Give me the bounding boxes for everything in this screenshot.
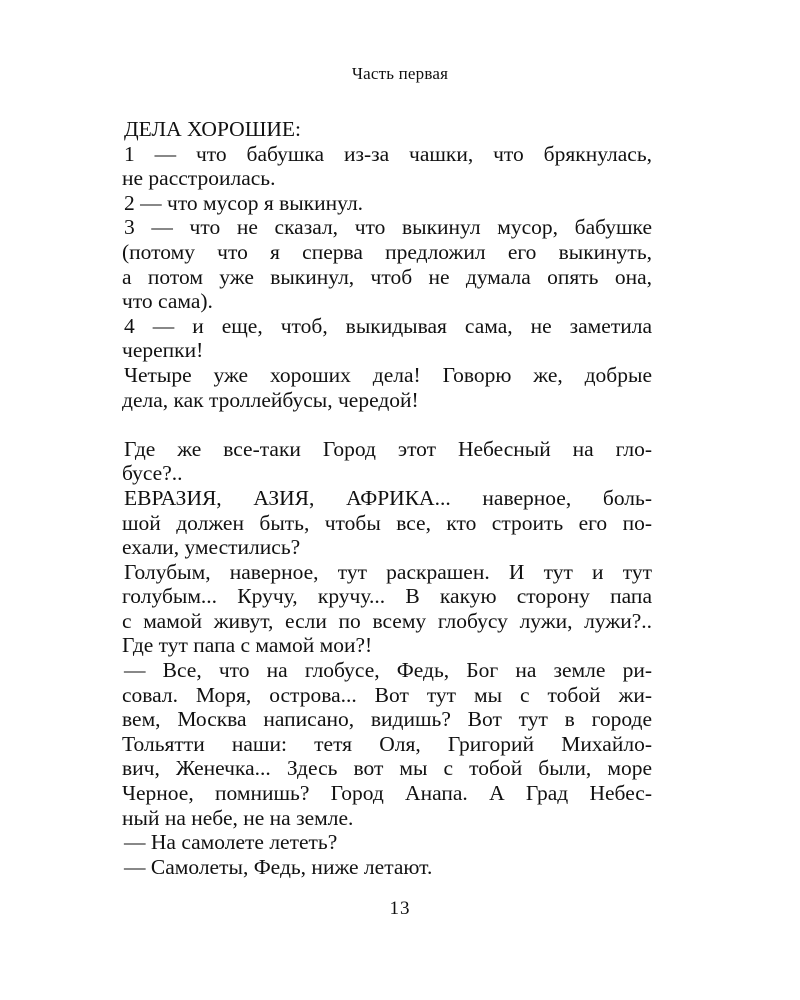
text-line: 4 — и еще, чтоб, выкидывая сама, не заметила [124,313,652,338]
text-line: — Все, что на глобусе, Федь, Бог на земле ри- [124,658,652,683]
text-line: черепки! [122,338,204,363]
text-line: Четыре уже хороших дела! Говорю же, добрые [124,362,652,387]
body-text [122,117,652,879]
text-line: бусе?.. [122,461,183,486]
text-line: Голубым, наверное, тут раскрашен. И тут и тут [124,559,652,584]
text-line: голубым... Кручу, кручу... В какую сторону папа [122,584,652,609]
text-line: дела, как троллейбусы, чередой! [122,387,419,412]
text-line: ЕВРАЗИЯ, АЗИЯ, АФРИКА... наверное, боль- [124,485,652,510]
running-head: Часть первая [351,64,449,83]
text-line: ехали, уместились? [122,535,301,560]
text-line: Черное, помнишь? Город Анапа. А Град Небес- [122,781,652,806]
text-line: ный на небе, не на земле. [122,805,354,830]
text-line: вем, Москва написано, видишь? Вот тут в городе [122,707,652,732]
text-line: Где же все-таки Город этот Небесный на гло- [124,436,652,461]
paragraph-gap [122,412,652,437]
text-line: шой должен быть, чтобы все, кто строить его по- [122,510,652,535]
text-line: — На самолете лететь? [124,830,338,855]
text-line: Тольятти наши: тетя Оля, Григорий Михайло- [122,731,652,756]
text-line: (потому что я сперва предложил его выкинуть, [122,239,652,264]
text-line: ДЕЛА ХОРОШИЕ: [124,117,302,141]
text-line: 3 — что не сказал, что выкинул мусор, бабушке [124,215,652,240]
text-line: — Самолеты, Федь, ниже летают. [124,854,433,879]
text-line: вич, Женечка... Здесь вот мы с тобой были, море [122,756,652,781]
text-line: не расстроилась. [122,166,276,191]
page-number: 13 [389,898,411,919]
text-line: 1 — что бабушка из-за чашки, что брякнулась, [124,141,652,166]
text-line: Где тут папа с мамой мои?! [122,633,373,658]
text-line: а потом уже выкинул, чтоб не думала опять она, [122,264,652,289]
text-line: что сама). [122,289,213,314]
text-line: 2 — что мусор я выкинул. [124,190,364,215]
text-line: совал. Моря, острова... Вот тут мы с тобой жи- [122,682,652,707]
text-line: с мамой живут, если по всему глобусу лужи, лужи?.. [122,608,652,633]
